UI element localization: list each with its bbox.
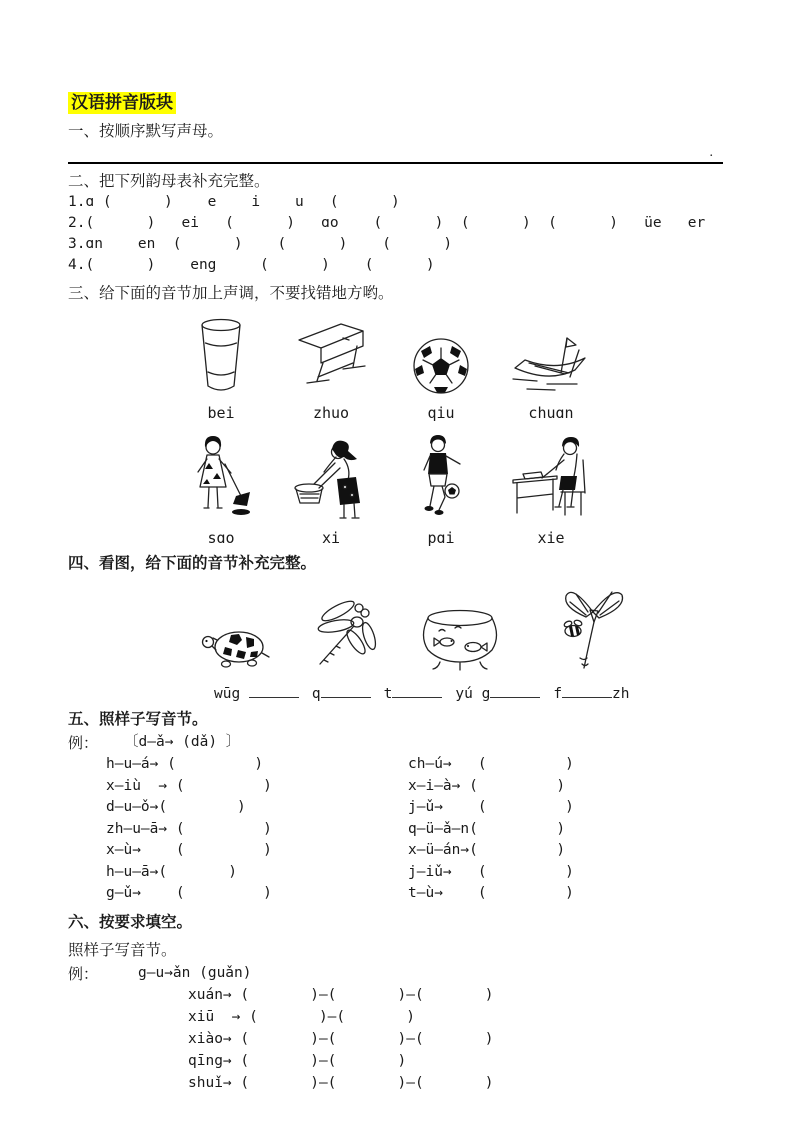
row-shui: shuǐ→ ( )—( )—( ) bbox=[188, 1075, 494, 1092]
pair-left-5: x—ù→ ( ) bbox=[106, 842, 272, 858]
row-qing: qīng→ ( )—( ) bbox=[188, 1053, 407, 1070]
picture-row-1 bbox=[166, 316, 723, 421]
syllable-kite bbox=[553, 684, 629, 702]
spelling-pairs-grid bbox=[106, 754, 723, 905]
answer-blank bbox=[562, 684, 612, 698]
pinyin-label: qiu bbox=[427, 404, 455, 422]
syllable-dragonfly-2 bbox=[384, 684, 443, 702]
figure-dragonfly bbox=[285, 598, 390, 674]
row-xuan: xuán→ ( )—( )—( ) bbox=[188, 986, 494, 1003]
pair-left-4: zh—u—ā→ ( ) bbox=[106, 820, 272, 837]
finals-line-4: 4.( ) eng ( ) ( ) bbox=[68, 257, 435, 273]
figure-sweeping bbox=[166, 433, 276, 546]
syllable-prefix: f bbox=[553, 686, 563, 702]
figure-kite bbox=[530, 582, 655, 674]
school-desk-icon bbox=[295, 318, 367, 396]
decomposition-rows bbox=[188, 984, 723, 1095]
pair-left-1: h—u—á→ ( ) bbox=[106, 756, 264, 772]
pinyin-label: zhuo bbox=[312, 404, 350, 422]
pair-right-4: q—ü—ǎ—n( ) bbox=[408, 820, 566, 837]
soccer-ball-icon bbox=[411, 336, 471, 396]
turtle-icon bbox=[198, 622, 272, 674]
syllable-prefix: t bbox=[383, 686, 393, 702]
figure-writing bbox=[496, 433, 606, 546]
row-xiu: xiū → ( )—( ) bbox=[188, 1008, 415, 1025]
example-label: 例： bbox=[68, 736, 99, 752]
fish-bowl-icon bbox=[415, 606, 505, 674]
syllable-fishbowl bbox=[455, 684, 540, 702]
boy-bouncing-ball-icon bbox=[417, 433, 465, 521]
finals-line-2: 2.( ) ei ( ) ɑo ( ) ( ) ( ) üe er bbox=[68, 215, 706, 231]
answer-blank bbox=[490, 684, 540, 698]
figure-desk bbox=[276, 316, 386, 421]
row-xiao: xiào→ ( )—( )—( ) bbox=[188, 1030, 494, 1047]
figure-fish-bowl bbox=[390, 606, 530, 674]
section-5-example bbox=[68, 732, 723, 753]
section-6-subheading: 照样子写音节。 bbox=[68, 941, 177, 959]
picture-row-2 bbox=[166, 433, 723, 546]
syllable-dragonfly-1 bbox=[312, 684, 371, 702]
example-label: 例： bbox=[68, 966, 99, 983]
syllable-turtle bbox=[214, 684, 299, 702]
finals-line-3: 3.ɑn en ( ) ( ) ( ) bbox=[68, 236, 453, 252]
page-title: 汉语拼音版块 bbox=[68, 92, 176, 114]
pair-left-3: d—u—ǒ→( ) bbox=[106, 799, 246, 815]
kite-icon bbox=[556, 582, 630, 674]
figure-ball bbox=[386, 316, 496, 421]
section-3 bbox=[68, 283, 723, 546]
woman-washing-icon bbox=[292, 435, 370, 521]
pair-right-5: x—ü—án→( ) bbox=[408, 842, 566, 858]
stray-period: . bbox=[709, 145, 713, 160]
section-6 bbox=[68, 912, 723, 1095]
section-2-heading: 二、把下列韵母表补充完整。 bbox=[68, 173, 270, 190]
section-1 bbox=[68, 121, 723, 164]
syllable-completion-line bbox=[214, 684, 723, 702]
child-writing-icon bbox=[511, 435, 591, 521]
example-text: 〔d—ǎ→ (dǎ) 〕 bbox=[124, 734, 241, 750]
pair-right-2: x—i—à→ ( ) bbox=[408, 777, 566, 794]
section-6-heading: 六、按要求填空。 bbox=[68, 913, 193, 931]
pinyin-label: xie bbox=[537, 529, 565, 547]
pinyin-label: chuɑn bbox=[528, 404, 574, 422]
answer-blank bbox=[249, 684, 299, 698]
cup-icon bbox=[196, 316, 246, 396]
pinyin-label: pɑi bbox=[427, 529, 455, 547]
figure-turtle bbox=[185, 622, 285, 674]
pinyin-label: xi bbox=[321, 529, 341, 547]
pair-left-2: x—iù → ( ) bbox=[106, 777, 272, 794]
figure-cup bbox=[166, 316, 276, 421]
picture-row-3 bbox=[185, 582, 723, 674]
section-3-heading: 三、给下面的音节加上声调，不要找错地方哟。 bbox=[68, 285, 394, 302]
dragonfly-icon bbox=[294, 598, 382, 674]
finals-line-1: 1.ɑ ( ) e i u ( ) bbox=[68, 194, 400, 210]
section-5 bbox=[68, 709, 723, 905]
girl-sweeping-icon bbox=[189, 433, 253, 521]
section-1-heading: 一、按顺序默写声母。 bbox=[68, 123, 224, 140]
section-5-heading: 五、照样子写音节。 bbox=[68, 711, 208, 728]
answer-blank bbox=[392, 684, 442, 698]
section-4 bbox=[68, 553, 723, 702]
answer-rule-line bbox=[68, 145, 723, 164]
section-4-heading: 四、看图，给下面的音节补充完整。 bbox=[68, 555, 317, 572]
pinyin-label: bei bbox=[207, 404, 235, 422]
syllable-suffix: zh bbox=[612, 686, 630, 702]
syllable-prefix: q bbox=[311, 686, 321, 702]
section-2 bbox=[68, 171, 723, 276]
figure-washing bbox=[276, 433, 386, 546]
pair-right-3: j—ǔ→ ( ) bbox=[408, 799, 574, 815]
boat-icon bbox=[509, 332, 593, 396]
pair-right-6: j—iǔ→ ( ) bbox=[408, 863, 574, 880]
pair-left-7: g—ǔ→ ( ) bbox=[106, 885, 272, 901]
pinyin-label: sɑo bbox=[207, 529, 235, 547]
syllable-prefix: wūg bbox=[214, 686, 249, 702]
figure-ball-patting bbox=[386, 433, 496, 546]
example-text: g—u→ǎn (guǎn) bbox=[138, 964, 252, 981]
pair-right-7: t—ù→ ( ) bbox=[408, 885, 574, 901]
figure-boat bbox=[496, 316, 606, 421]
answer-blank bbox=[321, 684, 371, 698]
pair-left-6: h—u—ā→( ) bbox=[106, 863, 237, 880]
section-6-example bbox=[68, 963, 723, 984]
syllable-prefix: yú g bbox=[455, 686, 491, 702]
pair-right-1: ch—ú→ ( ) bbox=[408, 756, 574, 772]
